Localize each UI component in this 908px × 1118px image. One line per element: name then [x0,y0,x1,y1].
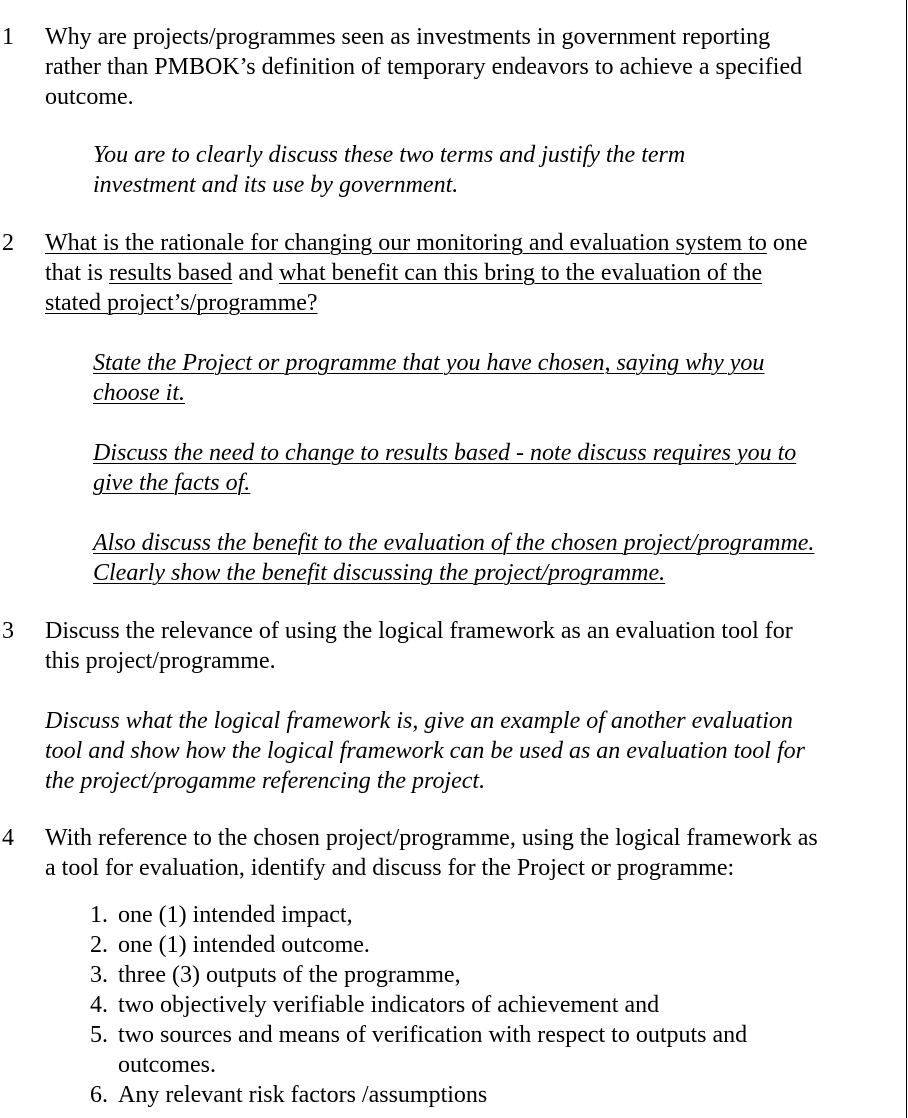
question-text [45,823,895,883]
question-guidance-a [93,348,908,408]
list-text: three (3) outputs of the programme, [118,962,461,988]
list-text: one (1) intended impact, [118,902,353,928]
question-line: this project/programme. [45,648,276,674]
guidance-line: investment and its use by government. [93,172,459,198]
question-line [45,288,895,318]
question-guidance [45,706,895,796]
guidance-line: You are to clearly discuss these two terms and justify the term [93,142,686,168]
list-number: 6. [90,1082,108,1108]
question-text [45,228,895,318]
underlined-text: what benefit can this bring to the evaluation of the [278,260,763,286]
guidance-line: Discuss what the logical framework is, give an example of another evaluation [45,708,793,734]
guidance-line: tool and show how the logical framework can be used as an evaluation tool for [45,738,805,764]
question-number: 4 [2,825,14,851]
guidance-line: Clearly show the benefit discussing the project/programme. [93,560,666,586]
question-line: outcome. [45,84,134,110]
list-text: Any relevant risk factors /assumptions [118,1082,488,1108]
question-line [45,258,895,288]
list-text: one (1) intended outcome. [118,932,370,958]
question-number: 2 [2,230,14,256]
underlined-text: What is the rationale for changing our monitoring and evaluation system to [45,230,767,256]
underlined-text: stated project’s/programme? [45,290,318,316]
plain-text: one [766,230,808,256]
question-text [45,616,895,676]
list-text: two sources and means of verification with respect to outputs and [118,1022,748,1048]
question-line: a tool for evaluation, identify and discuss for the Project or programme: [45,855,735,881]
plain-text: and [232,260,279,286]
question-text [45,22,895,112]
list-text: outcomes. [118,1052,216,1078]
list-number: 1. [90,902,108,928]
question-guidance [93,140,908,200]
guidance-line: State the Project or programme that you have chosen, saying why you [93,350,765,376]
question-number: 1 [2,24,14,50]
list-number: 3. [90,962,108,988]
list-number: 2. [90,932,108,958]
question-guidance-c [93,528,908,588]
question-number: 3 [2,618,14,644]
plain-text: that is [45,260,109,286]
question-line: Why are projects/programmes seen as investments in government reporting [45,24,771,50]
question-line: With reference to the chosen project/programme, using the logical framework as [45,825,818,851]
question-line: Discuss the relevance of using the logical framework as an evaluation tool for [45,618,793,644]
guidance-line: choose it. [93,380,185,406]
guidance-line: the project/progamme referencing the project. [45,768,486,794]
list-number: 4. [90,992,108,1018]
list-number: 5. [90,1022,108,1048]
guidance-line: Discuss the need to change to results based - note discuss requires you to [93,440,797,466]
numbered-list [78,900,878,1112]
underlined-text: results based [109,260,233,286]
question-line [45,228,895,258]
list-text: two objectively verifiable indicators of achievement and [118,992,660,1018]
question-guidance-b [93,438,908,498]
question-line: rather than PMBOK’s definition of temporary endeavors to achieve a specified [45,54,803,80]
guidance-line: give the facts of. [93,470,251,496]
guidance-line: Also discuss the benefit to the evaluation of the chosen project/programme. [93,530,815,556]
